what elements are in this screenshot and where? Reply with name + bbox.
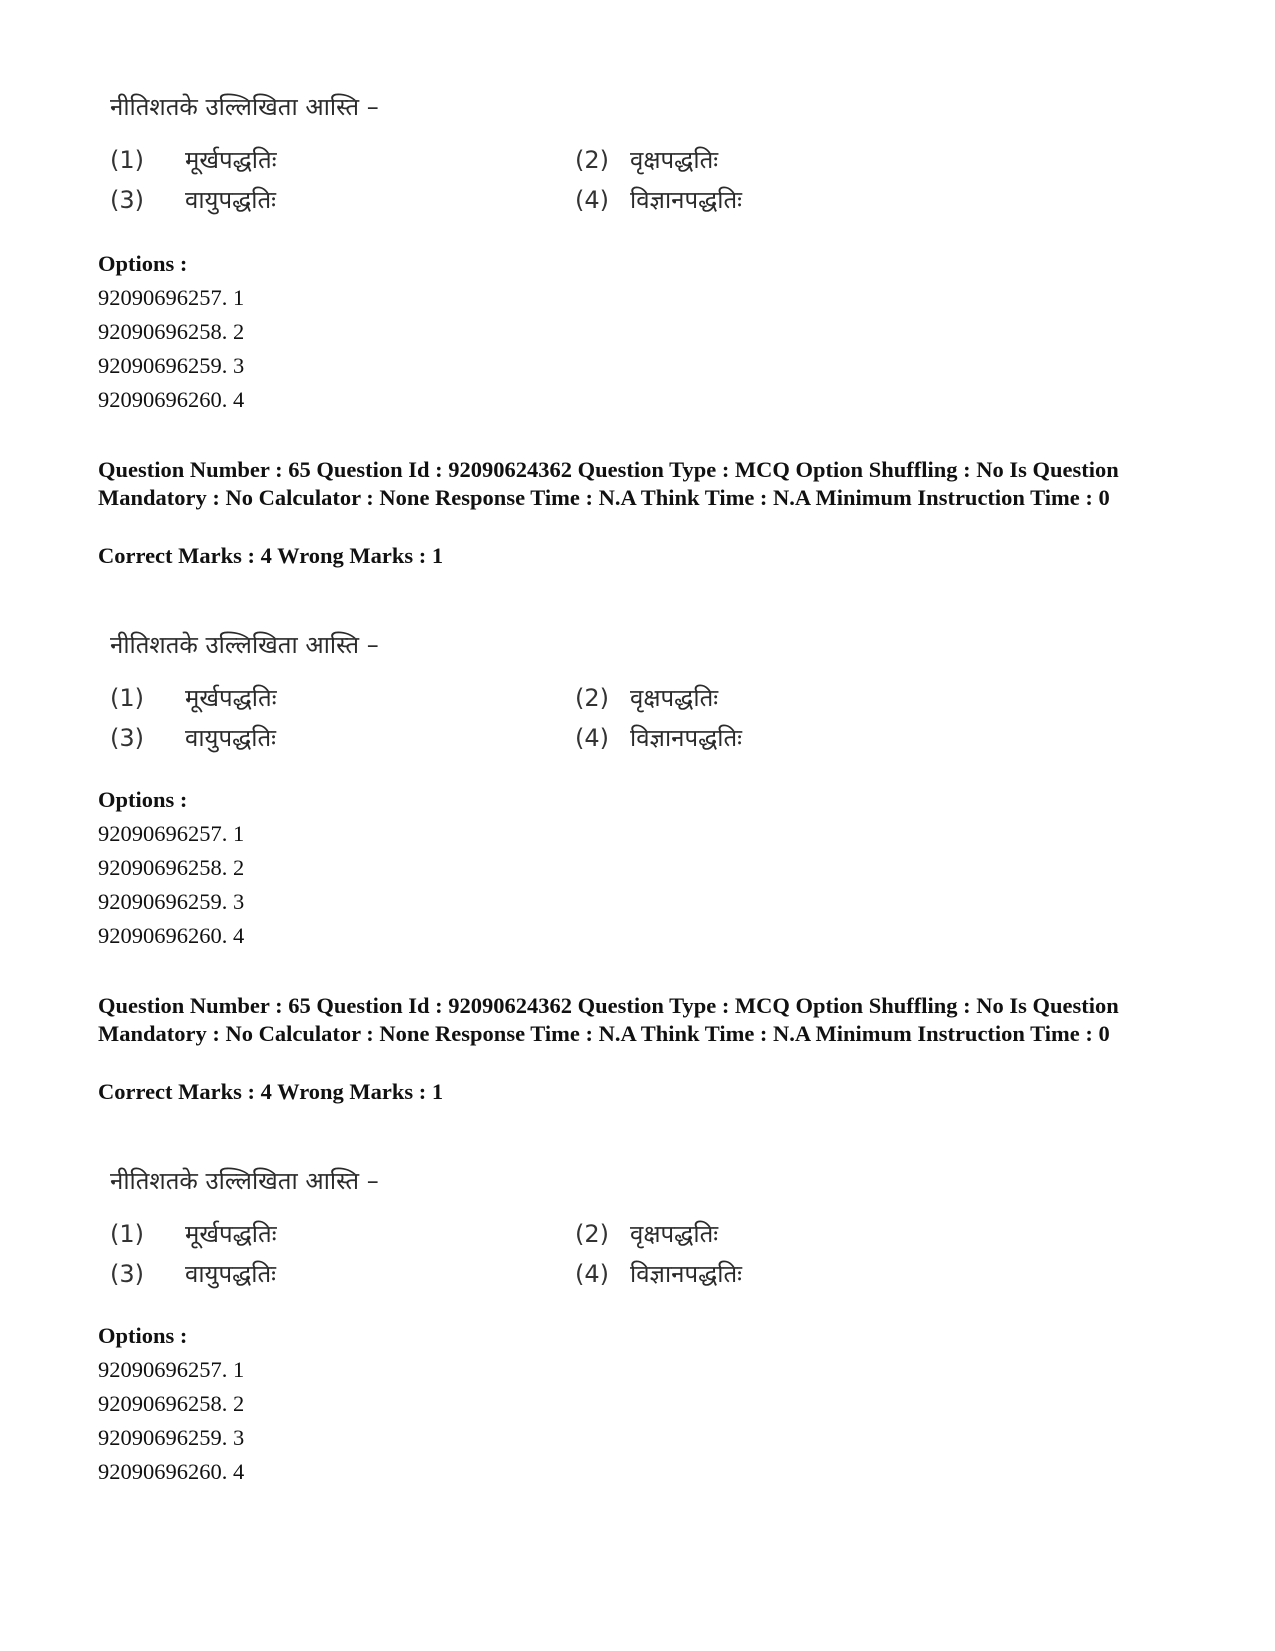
question-marks: Correct Marks : 4 Wrong Marks : 1 xyxy=(98,1079,444,1104)
question-stem: नीतिशतके उल्लिखिता आस्ति – xyxy=(110,1167,379,1195)
choice-3 xyxy=(110,183,276,217)
options-label: Options : xyxy=(98,1323,188,1348)
choice-3 xyxy=(110,1257,276,1291)
choice-1 xyxy=(110,1217,277,1251)
choice-1 xyxy=(110,681,277,715)
choice-text: वृक्षपद्धतिः xyxy=(630,684,719,712)
choice-text: वृक्षपद्धतिः xyxy=(630,146,719,174)
choice-4 xyxy=(575,183,742,217)
option-4: 92090696260. 4 xyxy=(98,1459,245,1484)
choice-2 xyxy=(575,681,718,715)
choice-2 xyxy=(575,143,718,177)
option-1: 92090696257. 1 xyxy=(98,1357,245,1382)
choice-text: मूर्खपद्धतिः xyxy=(185,1220,277,1248)
choice-3 xyxy=(110,721,276,755)
option-1: 92090696257. 1 xyxy=(98,285,245,310)
question-image-3 xyxy=(110,1164,810,1314)
choice-4 xyxy=(575,721,742,755)
question-stem: नीतिशतके उल्लिखिता आस्ति – xyxy=(110,93,379,121)
choice-number: (4) xyxy=(575,186,609,214)
option-2: 92090696258. 2 xyxy=(98,319,245,344)
option-3: 92090696259. 3 xyxy=(98,353,245,378)
choice-text: विज्ञानपद्धतिः xyxy=(630,724,743,752)
question-stem: नीतिशतके उल्लिखिता आस्ति – xyxy=(110,631,379,659)
choice-text: विज्ञानपद्धतिः xyxy=(630,1260,743,1288)
question-image-1 xyxy=(110,90,810,240)
question-meta: Question Number : 65 Question Id : 92090624362 Question Type : MCQ Option Shuffling : No Is Question Mandatory : No Calculator : None Response Time : N.A Think Time : N.A Minimum Instruction Time : 0 xyxy=(98,457,1119,510)
choice-text: मूर्खपद्धतिः xyxy=(185,684,277,712)
choice-text: वायुपद्धतिः xyxy=(185,186,277,214)
choice-number: (1) xyxy=(110,1220,144,1248)
option-3: 92090696259. 3 xyxy=(98,889,245,914)
choice-text: वायुपद्धतिः xyxy=(185,1260,277,1288)
choice-number: (2) xyxy=(575,684,609,712)
choice-4 xyxy=(575,1257,742,1291)
option-3: 92090696259. 3 xyxy=(98,1425,245,1450)
choice-1 xyxy=(110,143,277,177)
option-1: 92090696257. 1 xyxy=(98,821,245,846)
choice-number: (4) xyxy=(575,724,609,752)
choice-number: (3) xyxy=(110,1260,144,1288)
option-4: 92090696260. 4 xyxy=(98,387,245,412)
question-meta: Question Number : 65 Question Id : 92090624362 Question Type : MCQ Option Shuffling : No Is Question Mandatory : No Calculator : None Response Time : N.A Think Time : N.A Minimum Instruction Time : 0 xyxy=(98,993,1119,1046)
choice-number: (3) xyxy=(110,724,144,752)
choice-number: (1) xyxy=(110,684,144,712)
choice-number: (2) xyxy=(575,146,609,174)
question-marks: Correct Marks : 4 Wrong Marks : 1 xyxy=(98,543,444,568)
choice-text: वायुपद्धतिः xyxy=(185,724,277,752)
choice-2 xyxy=(575,1217,718,1251)
choice-text: विज्ञानपद्धतिः xyxy=(630,186,743,214)
options-label: Options : xyxy=(98,787,188,812)
choice-text: वृक्षपद्धतिः xyxy=(630,1220,719,1248)
choice-number: (3) xyxy=(110,186,144,214)
choice-number: (1) xyxy=(110,146,144,174)
choice-text: मूर्खपद्धतिः xyxy=(185,146,277,174)
options-label: Options : xyxy=(98,251,188,276)
choice-number: (2) xyxy=(575,1220,609,1248)
option-4: 92090696260. 4 xyxy=(98,923,245,948)
question-image-2 xyxy=(110,628,810,778)
option-2: 92090696258. 2 xyxy=(98,1391,245,1416)
choice-number: (4) xyxy=(575,1260,609,1288)
option-2: 92090696258. 2 xyxy=(98,855,245,880)
